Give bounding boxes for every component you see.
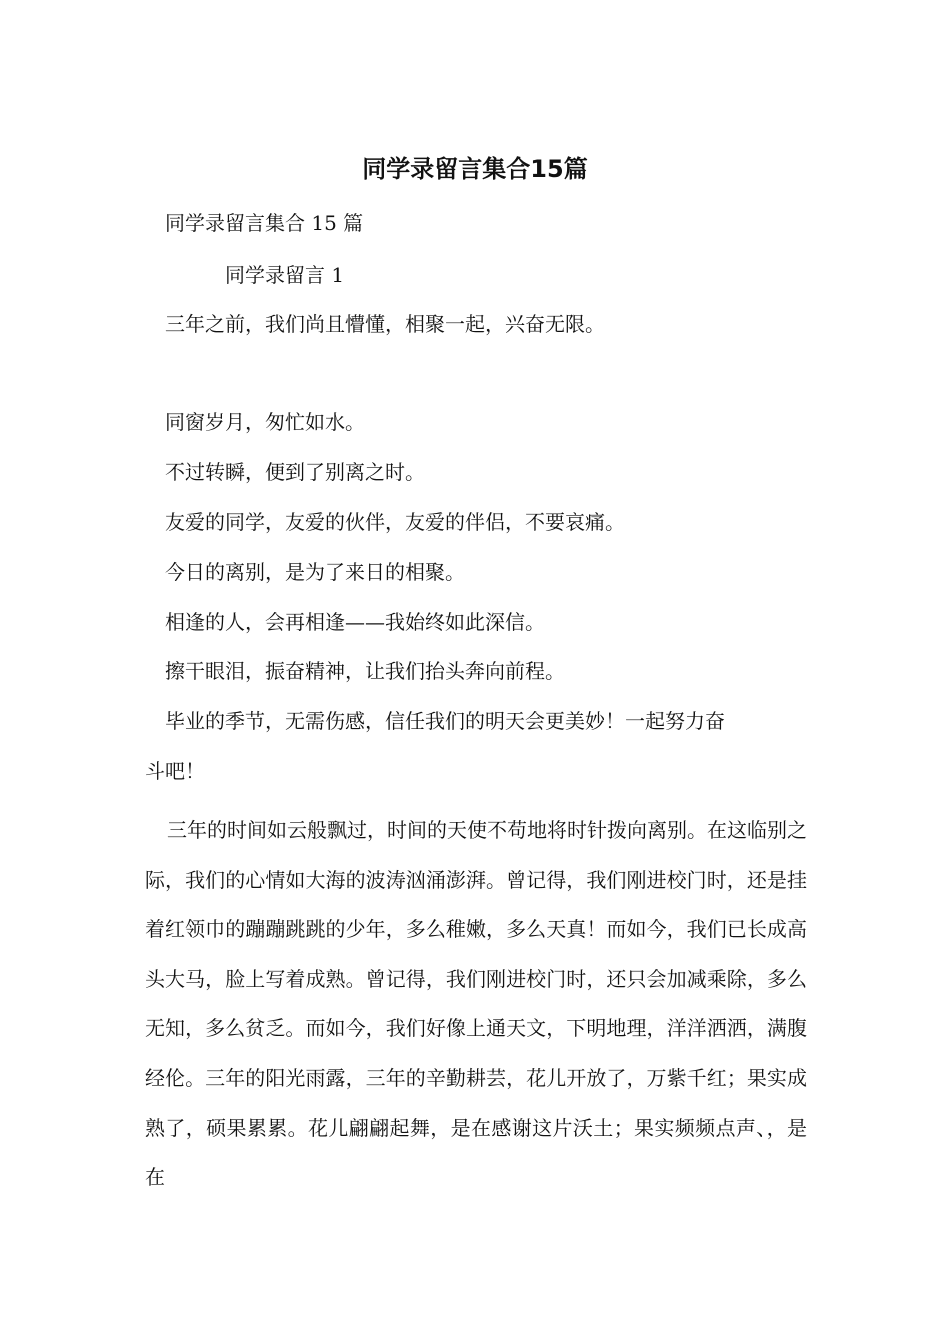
text-line: 友爱的同学，友爱的伙伴，友爱的伴侣，不要哀痛。 [165, 510, 625, 534]
text-line: 同窗岁月，匆忙如水。 [165, 410, 365, 434]
text-line: 不过转瞬，便到了别离之时。 [165, 460, 425, 484]
text-line: 擦干眼泪，振奋精神，让我们抬头奔向前程。 [165, 659, 565, 683]
section-heading: 同学录留言 1 [225, 263, 345, 287]
text-line: 斗吧！ [145, 759, 205, 783]
text-line: 毕业的季节，无需伤感，信任我们的明天会更美妙！一起努力奋 [165, 709, 725, 733]
document-subtitle: 同学录留言集合 15 篇 [165, 211, 364, 235]
body-paragraph: 三年的时间如云般飘过，时间的天使不苟地将时针拨向离别。在这临别之际，我们的心情如大海的波涛汹涌澎湃。曾记得，我们刚进校门时，还是挂着红领巾的蹦蹦跳跳的少年，多么稚嫩，多么天真！而如今，我们已长成高头大马，脸上写着成熟。曾记得，我们刚进校门时，还只会加减乘除，多么无知，多么贫乏。而如今，我们好像上通天文，下明地理，洋洋洒洒，满腹经伦。三年的阳光雨露，三年的辛勤耕芸，花儿开放了，万紫千红；果实成熟了，硕果累累。花儿翩翩起舞，是在感谢这片沃土；果实频频点声、，是在 [145, 818, 807, 1190]
text-line: 三年之前，我们尚且懵懂，相聚一起，兴奋无限。 [165, 312, 605, 336]
text-line: 相逢的人，会再相逢——我始终如此深信。 [165, 610, 545, 634]
document-title: 同学录留言集合15篇 [362, 155, 588, 183]
text-line: 今日的离别，是为了来日的相聚。 [165, 560, 465, 584]
